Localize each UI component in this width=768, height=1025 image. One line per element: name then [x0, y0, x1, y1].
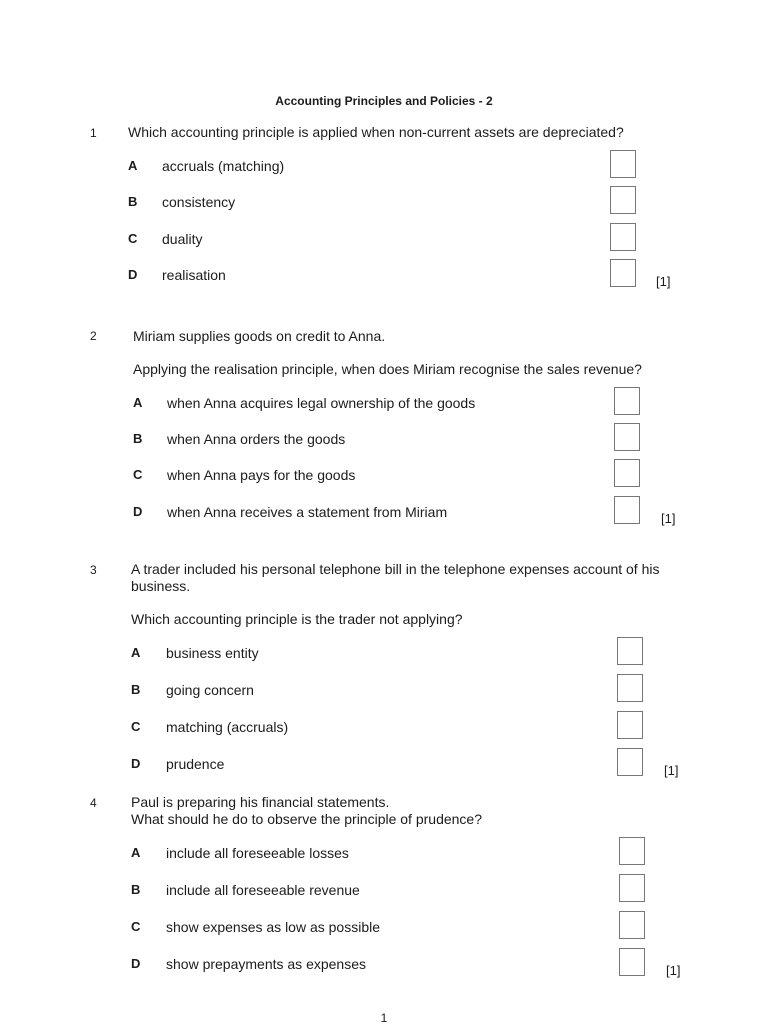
option-c	[0, 919, 768, 949]
option-letter: D	[133, 504, 143, 519]
answer-checkbox[interactable]	[619, 911, 645, 939]
option-a	[0, 395, 768, 425]
option-letter: C	[131, 919, 141, 934]
option-letter: D	[131, 756, 141, 771]
marks-label: [1]	[656, 274, 671, 289]
option-letter: D	[128, 267, 138, 282]
answer-checkbox[interactable]	[617, 637, 643, 665]
option-text: consistency	[162, 194, 236, 210]
option-d	[0, 956, 768, 986]
option-b	[0, 882, 768, 912]
option-letter: C	[128, 231, 138, 246]
question-stem: Which accounting principle is the trader not applying?	[131, 611, 463, 627]
answer-checkbox[interactable]	[614, 459, 640, 487]
option-text: when Anna orders the goods	[167, 431, 346, 447]
option-letter: B	[131, 882, 141, 897]
option-text: prudence	[166, 756, 225, 772]
answer-checkbox[interactable]	[619, 948, 645, 976]
answer-checkbox[interactable]	[614, 496, 640, 524]
option-b	[0, 682, 768, 712]
option-letter: B	[133, 431, 143, 446]
answer-checkbox[interactable]	[610, 223, 636, 251]
option-c	[0, 719, 768, 749]
option-text: business entity	[166, 645, 259, 661]
option-d	[0, 267, 768, 297]
question-number: 4	[90, 796, 97, 810]
answer-checkbox[interactable]	[610, 259, 636, 287]
question-stem: Paul is preparing his financial statements.	[131, 794, 390, 810]
option-a	[0, 645, 768, 675]
option-text: going concern	[166, 682, 254, 698]
question-stem: Applying the realisation principle, when does Miriam recognise the sales revenue?	[133, 361, 642, 377]
question-number: 1	[90, 126, 97, 140]
option-letter: C	[131, 719, 141, 734]
marks-label: [1]	[664, 763, 679, 778]
question-stem: Which accounting principle is applied when non-current assets are depreciated?	[128, 124, 624, 140]
option-c	[0, 467, 768, 497]
question-stem: business.	[131, 578, 191, 594]
marks-label: [1]	[661, 511, 676, 526]
option-letter: B	[131, 682, 141, 697]
page-title: Accounting Principles and Policies - 2	[275, 94, 493, 108]
answer-checkbox[interactable]	[610, 186, 636, 214]
option-text: when Anna receives a statement from Miriam	[167, 504, 448, 520]
option-text: matching (accruals)	[166, 719, 289, 735]
option-text: when Anna pays for the goods	[167, 467, 356, 483]
question-stem: What should he do to observe the principle of prudence?	[131, 811, 483, 827]
answer-checkbox[interactable]	[619, 837, 645, 865]
option-a	[0, 845, 768, 875]
question-number: 3	[90, 563, 97, 577]
answer-checkbox[interactable]	[619, 874, 645, 902]
option-text: include all foreseeable losses	[166, 845, 349, 861]
option-letter: A	[133, 395, 143, 410]
option-letter: A	[128, 158, 138, 173]
option-letter: B	[128, 194, 138, 209]
option-text: realisation	[162, 267, 226, 283]
answer-checkbox[interactable]	[614, 423, 640, 451]
option-text: include all foreseeable revenue	[166, 882, 360, 898]
answer-checkbox[interactable]	[617, 674, 643, 702]
question-number: 2	[90, 329, 97, 343]
answer-checkbox[interactable]	[614, 387, 640, 415]
option-letter: A	[131, 845, 141, 860]
option-a	[0, 158, 768, 188]
question-stem: A trader included his personal telephone bill in the telephone expenses account of his	[131, 561, 660, 577]
option-text: show expenses as low as possible	[166, 919, 381, 935]
option-b	[0, 194, 768, 224]
option-text: accruals (matching)	[162, 158, 285, 174]
question-stem: Miriam supplies goods on credit to Anna.	[133, 328, 386, 344]
option-c	[0, 231, 768, 261]
option-text: when Anna acquires legal ownership of the goods	[167, 395, 476, 411]
option-text: show prepayments as expenses	[166, 956, 366, 972]
option-letter: A	[131, 645, 141, 660]
page-number: 1	[380, 1011, 388, 1025]
option-letter: C	[133, 467, 143, 482]
answer-checkbox[interactable]	[617, 711, 643, 739]
answer-checkbox[interactable]	[617, 748, 643, 776]
answer-checkbox[interactable]	[610, 150, 636, 178]
option-letter: D	[131, 956, 141, 971]
marks-label: [1]	[666, 963, 681, 978]
option-d	[0, 756, 768, 786]
option-text: duality	[162, 231, 203, 247]
option-d	[0, 504, 768, 534]
option-b	[0, 431, 768, 461]
